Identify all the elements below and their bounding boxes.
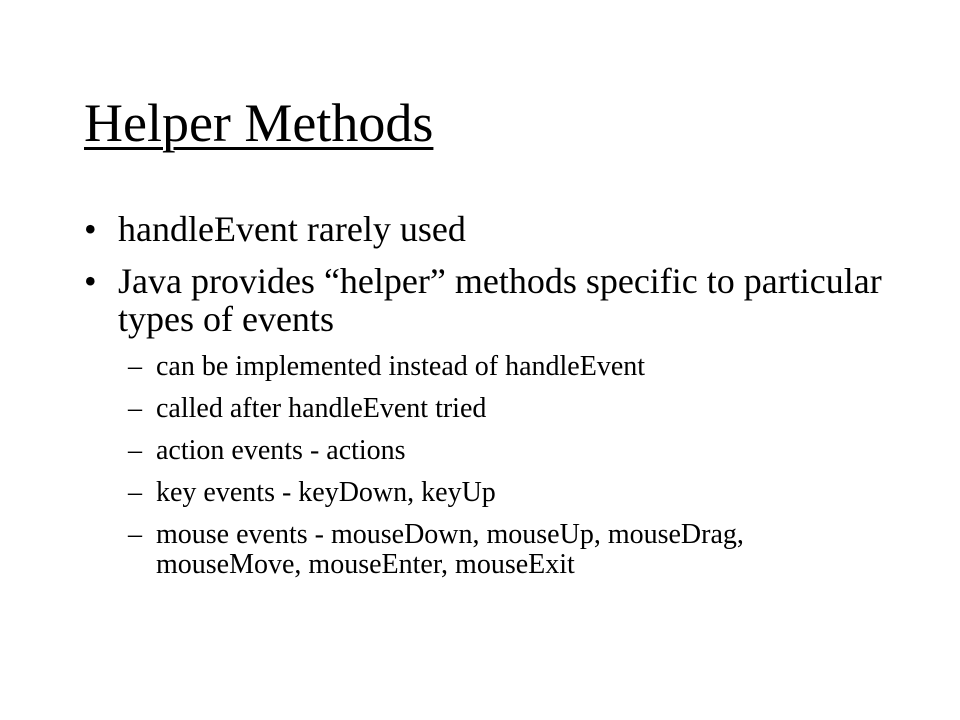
slide-title: Helper Methods [84, 93, 434, 153]
dash-icon: – [128, 393, 142, 424]
bullet-item [84, 210, 884, 248]
sub-bullet-item [118, 478, 884, 508]
sub-bullet-item [118, 394, 884, 424]
sub-bullet-item [118, 352, 884, 382]
dash-icon: – [128, 351, 142, 382]
bullet-item [84, 262, 884, 338]
bullet-dot-icon: • [84, 261, 97, 301]
sub-bullet-text: key events - keyDown, keyUp [156, 477, 496, 508]
sub-bullet-text: called after handleEvent tried [156, 393, 487, 424]
dash-icon: – [128, 519, 142, 550]
slide-content [84, 210, 884, 592]
sub-bullet-item [118, 436, 884, 466]
bullet-dot-icon: • [84, 209, 97, 249]
sub-bullet-item [118, 520, 884, 580]
dash-icon: – [128, 435, 142, 466]
sub-bullet-text: mouse events - mouseDown, mouseUp, mouseDrag, mouseMove, mouseEnter, mouseExit [156, 519, 744, 580]
sub-bullet-text: can be implemented instead of handleEvent [156, 351, 646, 382]
bullet-text: handleEvent rarely used [118, 209, 466, 249]
sub-bullet-list [118, 352, 884, 580]
sub-bullet-text: action events - actions [156, 435, 406, 466]
dash-icon: – [128, 477, 142, 508]
bullet-text: Java provides “helper” methods specific to particular types of events [118, 261, 882, 339]
